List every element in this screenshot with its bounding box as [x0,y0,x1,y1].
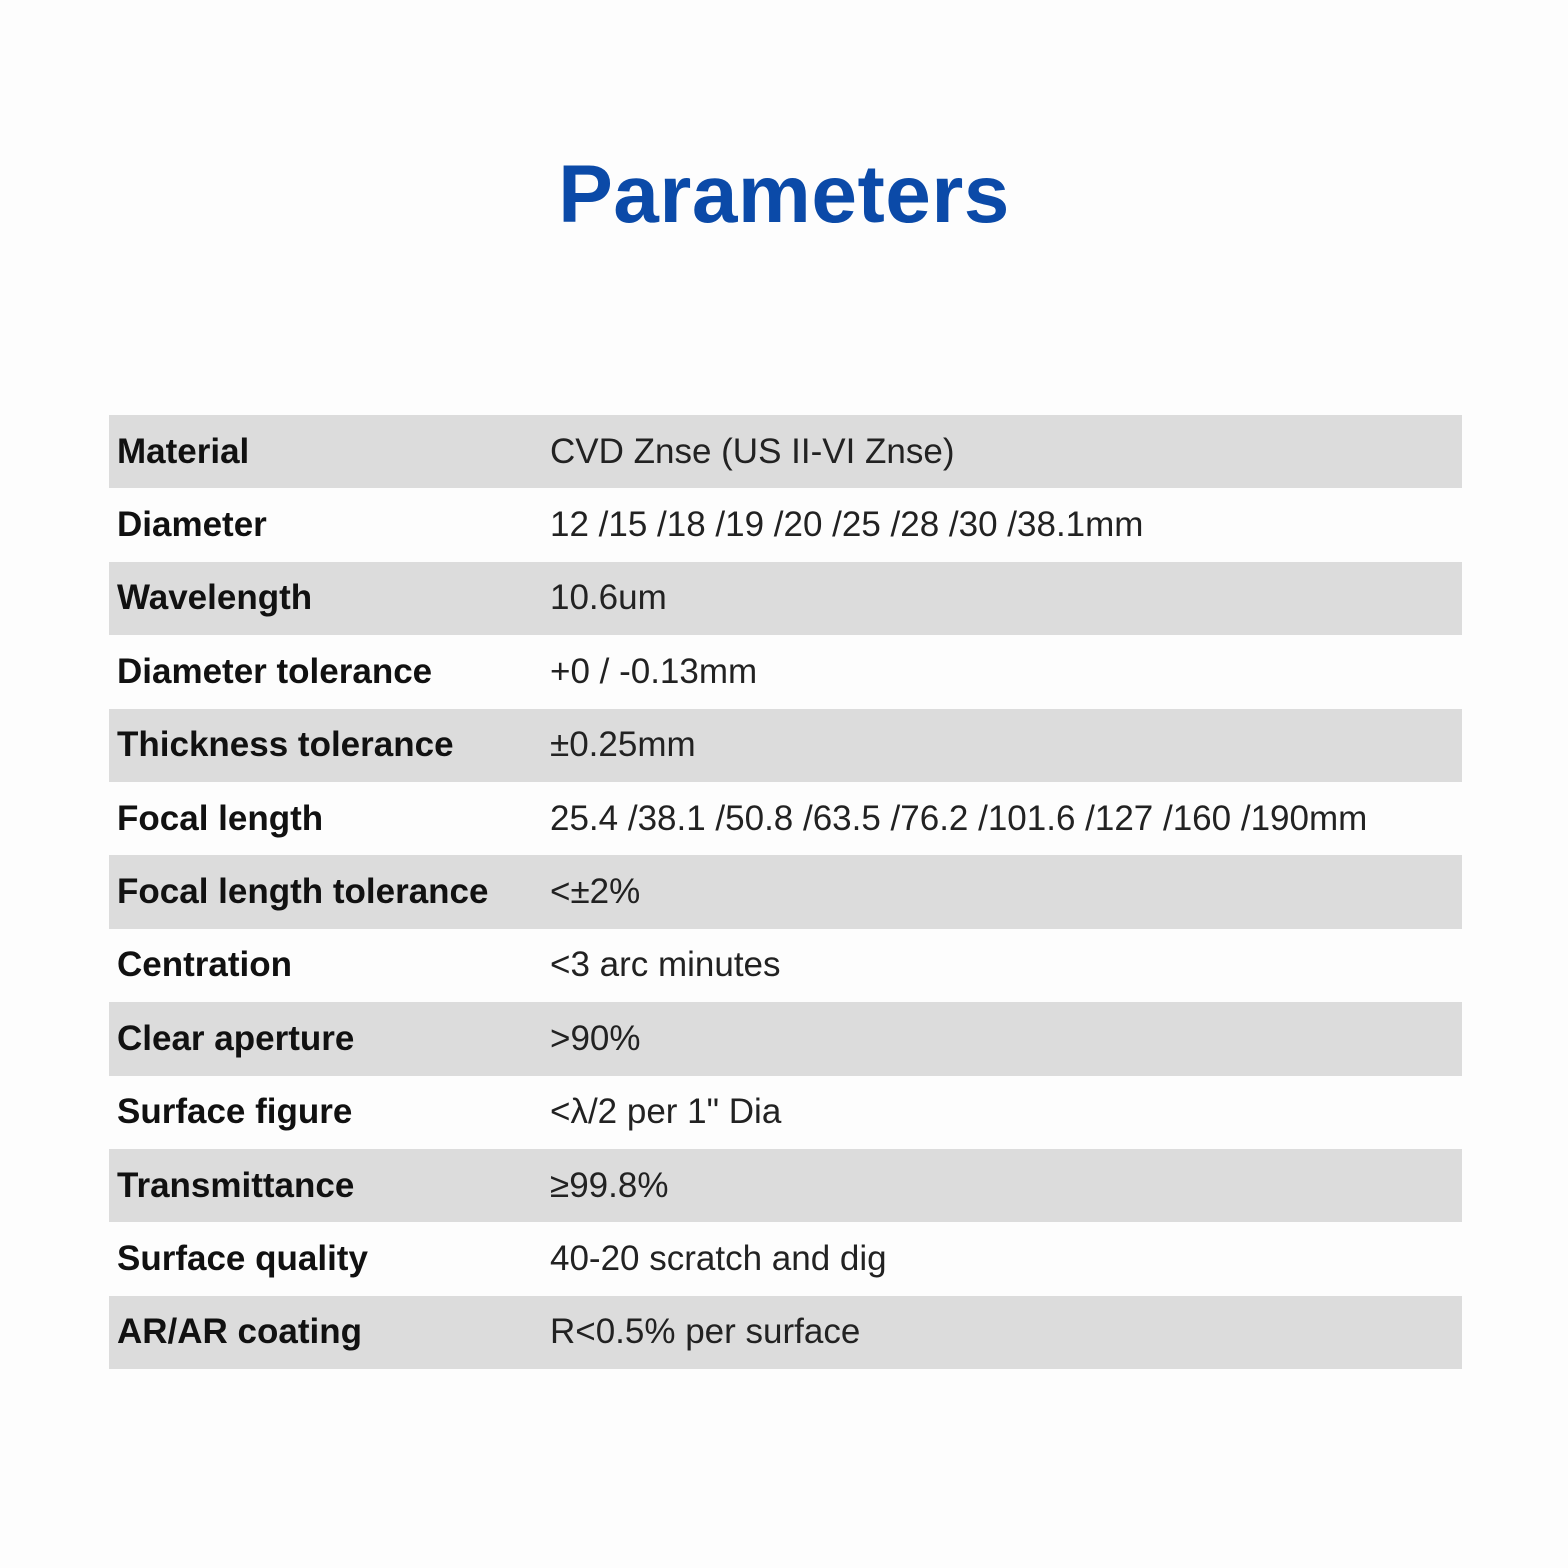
row-label: Wavelength [117,578,313,618]
table-row-focal-length [109,782,1462,855]
row-value: <λ/2 per 1" Dia [550,1092,782,1132]
table-row-centration [109,929,1462,1002]
row-value: 10.6um [550,578,667,618]
table-row-surface-figure [109,1076,1462,1149]
row-value: <±2% [550,872,641,912]
row-label: Focal length [117,798,324,838]
row-value: 40-20 scratch and dig [550,1238,887,1278]
row-label: Focal length tolerance [117,872,489,912]
row-label: Diameter [117,505,267,545]
table-row-surface-quality [109,1222,1462,1295]
row-label: Transmittance [117,1165,355,1205]
row-value: ≥99.8% [550,1165,669,1205]
row-value: >90% [550,1018,641,1058]
row-label: Clear aperture [117,1018,355,1058]
table-row-material [109,415,1462,488]
row-value: R<0.5% per surface [550,1312,861,1352]
row-value: 12 /15 /18 /19 /20 /25 /28 /30 /38.1mm [550,505,1144,545]
parameters-table [109,415,1462,1369]
table-row-focal-length-tolerance [109,855,1462,928]
row-label: Surface figure [117,1092,353,1132]
row-value: +0 / -0.13mm [550,651,758,691]
table-row-diameter [109,488,1462,561]
table-row-transmittance [109,1149,1462,1222]
table-row-thickness-tolerance [109,709,1462,782]
row-label: Thickness tolerance [117,725,454,765]
table-row-diameter-tolerance [109,635,1462,708]
table-row-ar-coating [109,1296,1462,1369]
row-label: Material [117,431,250,471]
page-title: Parameters [558,149,1010,240]
table-row-wavelength [109,562,1462,635]
row-label: AR/AR coating [117,1312,362,1352]
row-label: Centration [117,945,292,985]
row-value: 25.4 /38.1 /50.8 /63.5 /76.2 /101.6 /127 /160 /190mm [550,798,1368,838]
row-label: Surface quality [117,1238,368,1278]
row-value: <3 arc minutes [550,945,781,985]
row-label: Diameter tolerance [117,651,433,691]
row-value: ±0.25mm [550,725,696,765]
row-value: CVD Znse (US II-VI Znse) [550,431,955,471]
table-row-clear-aperture [109,1002,1462,1075]
